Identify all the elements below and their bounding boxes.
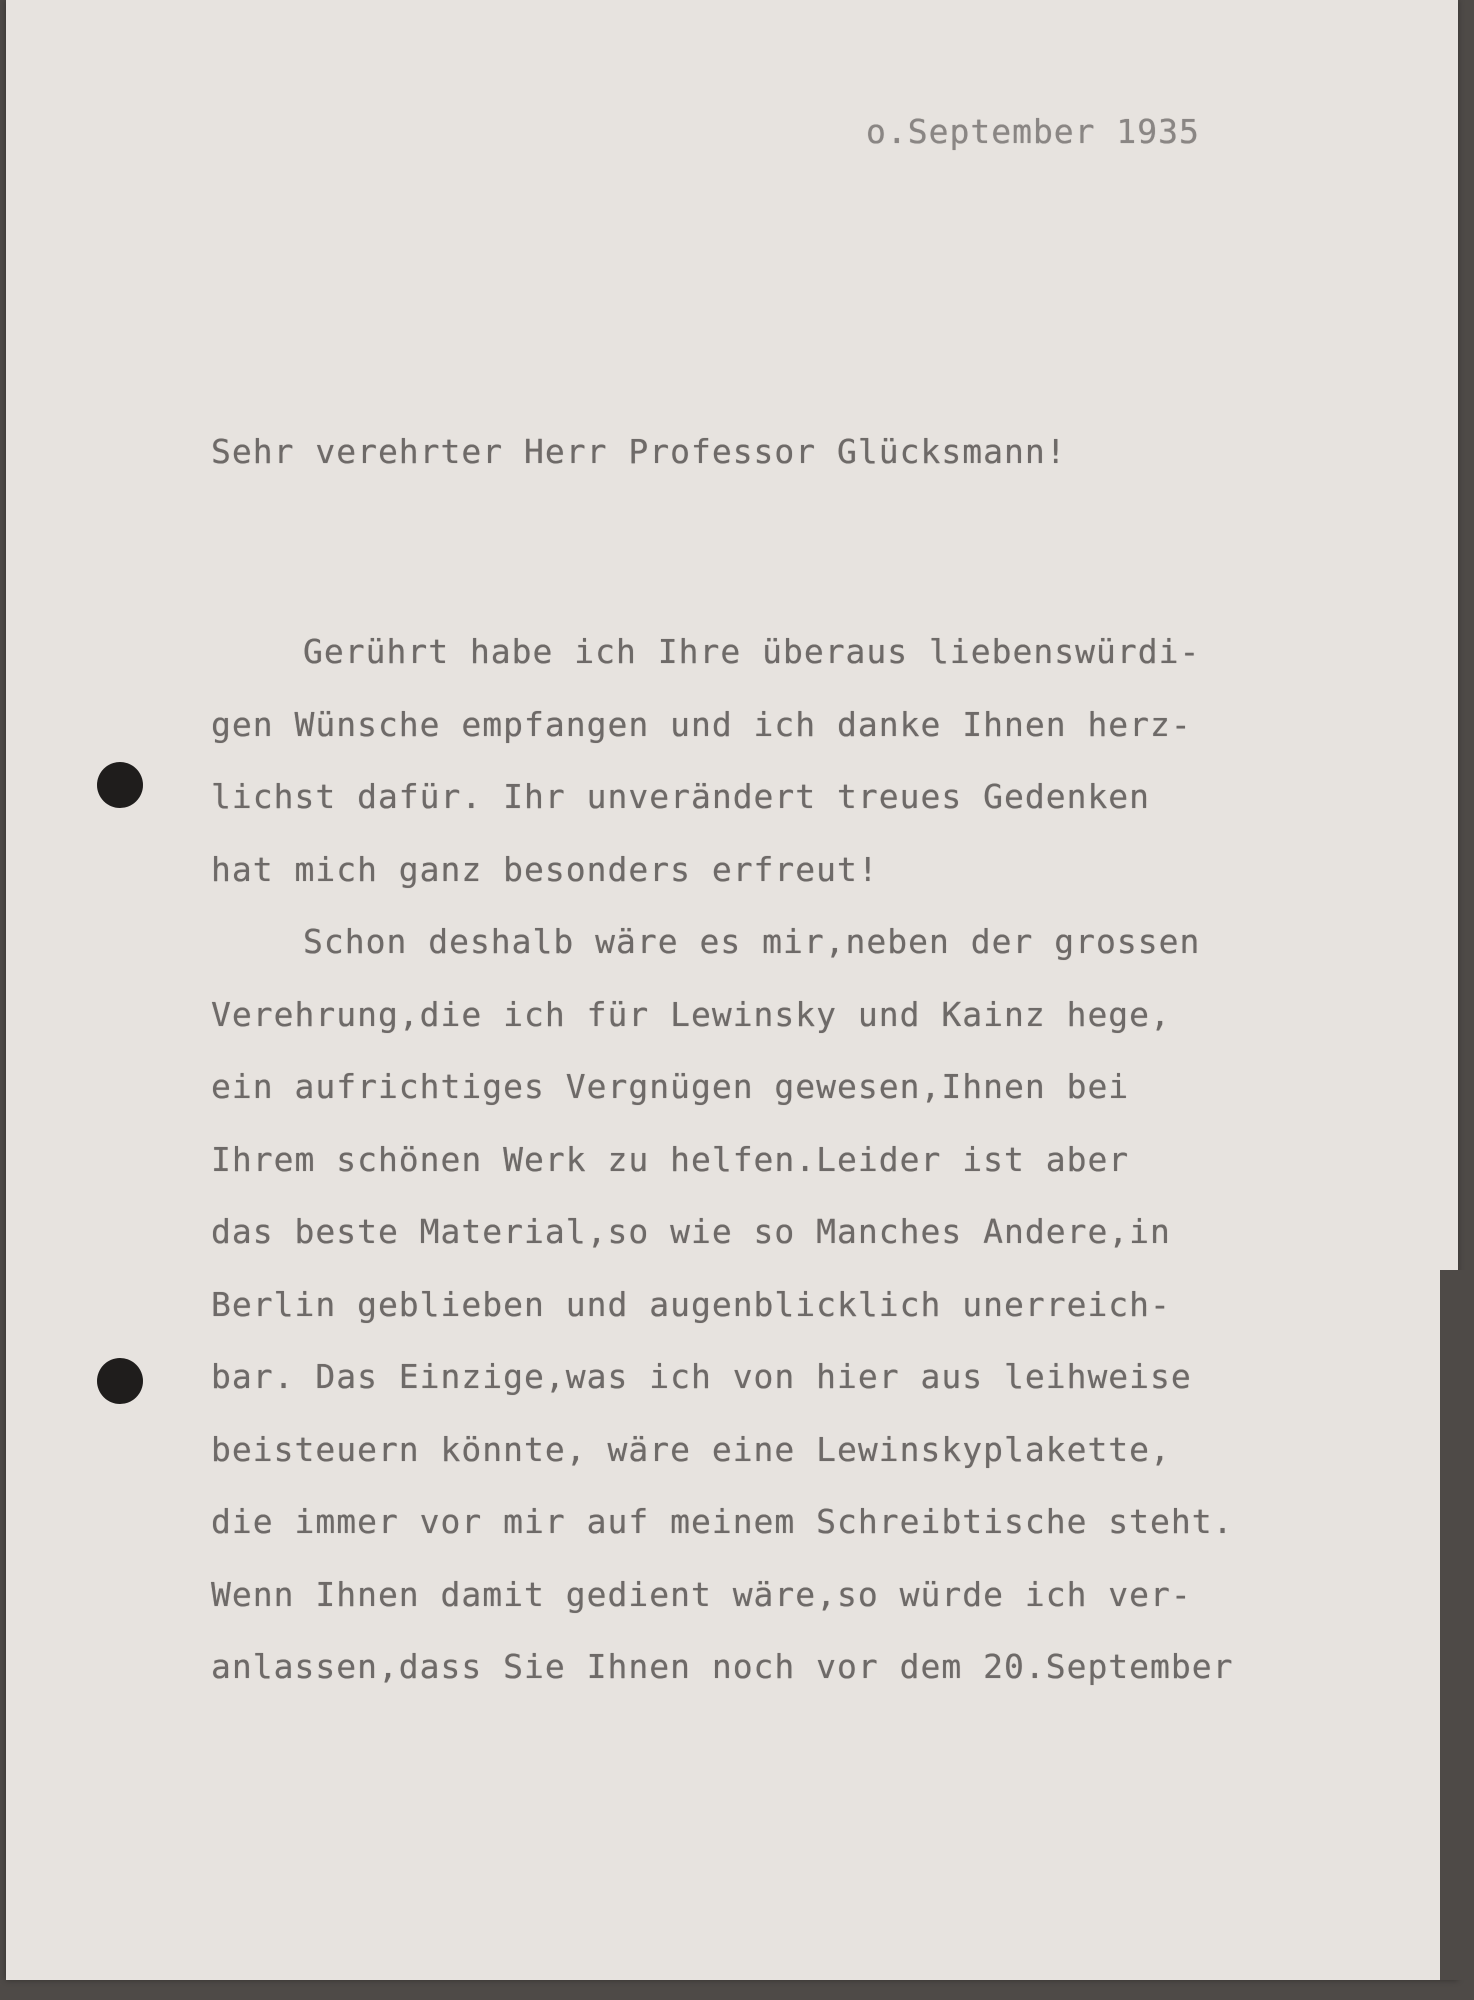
body-line: Wenn Ihnen damit gedient wäre,so würde ich ver- [211, 1574, 1192, 1614]
body-line: Verehrung,die ich für Lewinsky und Kainz hege, [211, 994, 1171, 1034]
letter-body [211, 616, 1234, 1704]
punch-hole [97, 1358, 143, 1404]
body-line: Ihrem schönen Werk zu helfen.Leider ist aber [211, 1139, 1130, 1179]
body-line: gen Wünsche empfangen und ich danke Ihnen herz- [211, 704, 1192, 744]
letter-page [6, 0, 1458, 1980]
body-line: bar. Das Einzige,was ich von hier aus leihweise [211, 1357, 1192, 1396]
body-line: anlassen,dass Sie Ihnen noch vor dem 20.September [211, 1647, 1234, 1686]
body-line: ein aufrichtiges Vergnügen gewesen,Ihnen bei [211, 1067, 1130, 1106]
paper-edge-shadow [1440, 1270, 1474, 1980]
body-line: Berlin geblieben und augenblicklich unerreich- [211, 1284, 1171, 1324]
punch-hole [97, 762, 143, 808]
body-line: lichst dafür. Ihr unverändert treues Gedenken [211, 777, 1151, 816]
body-line: das beste Material,so wie so Manches Andere,in [211, 1212, 1171, 1251]
letter-salutation: Sehr verehrter Herr Professor Glücksmann! [211, 432, 1067, 471]
body-line: Schon deshalb wäre es mir,neben der grossen [303, 922, 1201, 961]
body-line: Gerührt habe ich Ihre überaus liebenswürdi- [303, 632, 1201, 671]
body-line: hat mich ganz besonders erfreut! [211, 849, 879, 889]
letter-date: o.September 1935 [866, 112, 1200, 151]
body-line: beisteuern könnte, wäre eine Lewinskyplakette, [211, 1429, 1171, 1469]
body-line: die immer vor mir auf meinem Schreibtische steht. [211, 1502, 1234, 1541]
